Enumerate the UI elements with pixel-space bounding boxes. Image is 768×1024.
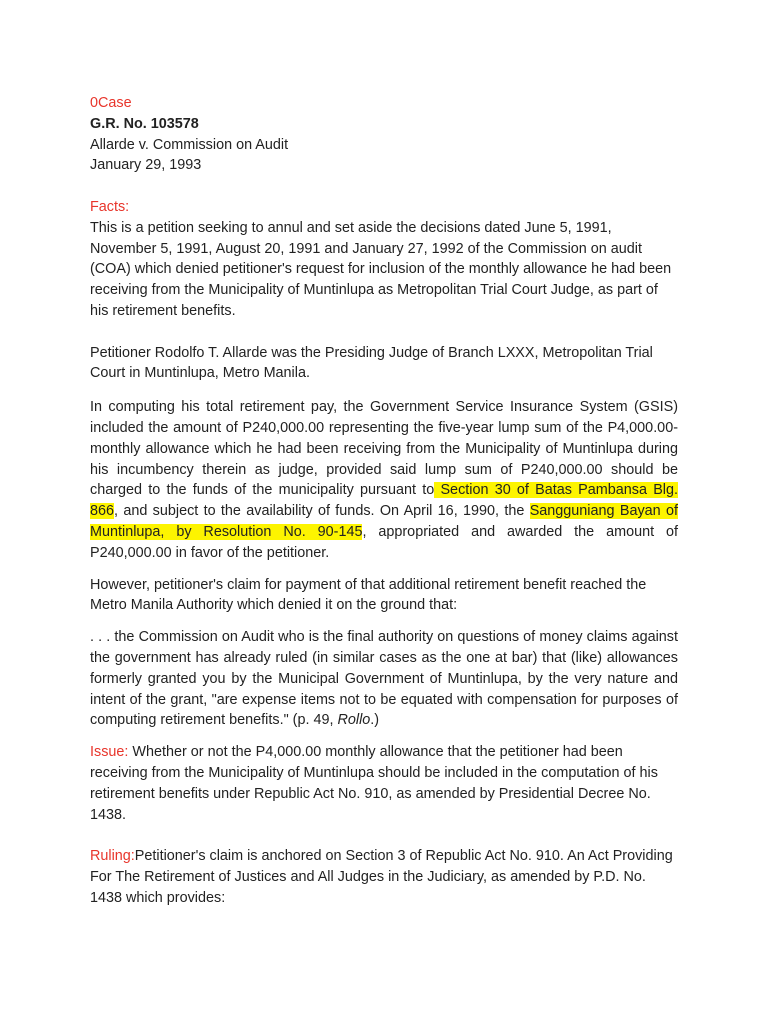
decision-date: January 29, 1993 xyxy=(90,157,202,174)
facts-label: Facts: xyxy=(90,198,130,215)
facts-paragraph-4: However, petitioner's claim for payment of that additional retirement benefit reached the Metro Manila Authority which denied it on the ground that: xyxy=(90,576,647,614)
highlight-resolution: Sangguniang Bayan of Muntinlupa, by Resolution No. 90-145 xyxy=(90,503,678,540)
issue-paragraph xyxy=(90,742,678,825)
facts-paragraph-3 xyxy=(90,397,678,563)
spacer xyxy=(90,825,678,846)
facts-paragraph-1: This is a petition seeking to annul and set aside the decisions dated June 5, 1991, November 5, 1991, August 20, 1991 and January 27, 1992 of the Commission on audit (COA) which denied petitioner's request for inclusion of the monthly allowance he had been receiving from the Municipality of Muntinlupa as Metropolitan Trial Court Judge, as part of his retirement benefits. xyxy=(90,219,672,319)
issue-label: Issue: xyxy=(90,744,129,761)
quote-text-b: .) xyxy=(370,712,380,729)
highlight-section-30: Section 30 of Batas Pambansa Blg. 866 xyxy=(90,482,678,520)
ruling-text: Petitioner's claim is anchored on Section 3 of Republic Act No. 910. An Act Providing For The Retirement of Justices and All Judges in the Judiciary, as amended by P.D. No. 1438 which provides: xyxy=(90,848,673,906)
case-label: 0Case xyxy=(90,95,132,111)
spacer xyxy=(90,322,678,343)
quoted-ruling xyxy=(90,627,678,731)
facts-paragraph-2: Petitioner Rodolfo T. Allarde was the Presiding Judge of Branch LXXX, Metropolitan Trial Court in Muntinlupa, Metro Manila. xyxy=(90,344,653,382)
quote-rollo: Rollo xyxy=(337,712,371,729)
gr-number: G.R. No. 103578 xyxy=(90,115,199,132)
facts-p3-text-b: , and subject to the availability of funds. On April 16, 1990, the xyxy=(114,503,530,520)
case-title: Allarde v. Commission on Audit xyxy=(90,136,289,153)
facts-p3-text-c: , appropriated and awarded the amount of P240,000.00 in favor of the petitioner. xyxy=(90,523,678,561)
ruling-paragraph xyxy=(90,846,678,908)
issue-text: Whether or not the P4,000.00 monthly allowance that the petitioner had been receiving from the Municipality of Muntinlupa should be included in the computation of his retirement benefits under Republic Act No. 910, as amended by Presidential Decree No. 1438. xyxy=(90,744,658,823)
quote-text-a: . . . the Commission on Audit who is the final authority on questions of money claims against the government has already ruled (in similar cases as the one at bar) that (like) allowances formerly granted you by the Municipal Government of Muntinlupa, by the very nature and intent of the grant, "are expense items not to be equated with compensation for purposes of computing retirement benefits." (p. 49, xyxy=(90,629,678,729)
facts-p3-text-a: In computing his total retirement pay, the Government Service Insurance System (GSIS) included the amount of P240,000.00 representing the five-year lump sum of the P4,000.00-monthly allowance which he had been receiving from the Municipality of Muntinlupa during his incumbency therein as judge, provided said lump sum of P240,000.00 should be charged to the funds of the municipality pursuant to xyxy=(90,399,678,499)
spacer xyxy=(90,176,678,197)
ruling-label: Ruling: xyxy=(90,848,135,865)
